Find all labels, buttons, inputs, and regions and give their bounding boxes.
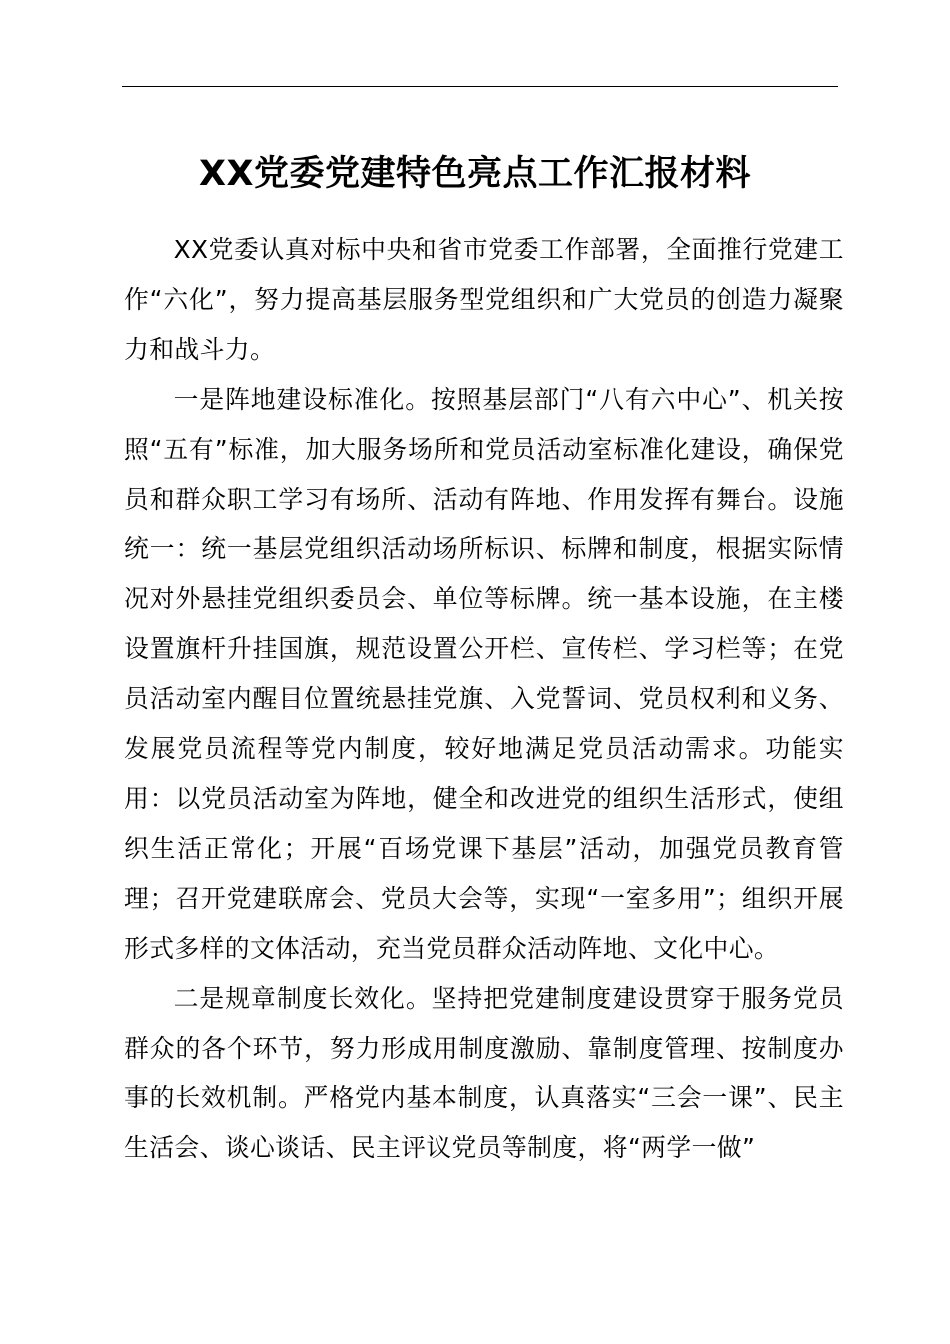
document-title: XX党委党建特色亮点工作汇报材料 — [199, 154, 751, 194]
document-body — [124, 225, 844, 1173]
paragraph-rules-long-term: 二是规章制度长效化。坚持把党建制度建设贯穿于服务党员群众的各个环节，努力形成用制度激励、靠制度管理、按制度办事的长效机制。严格党内基本制度，认真落实“三会一课”、民主生活会、谈心谈话、民主评议党员等制度，将“两学一做” — [124, 983, 844, 1163]
paragraph-position-standardization: 一是阵地建设标准化。按照基层部门“八有六中心”、机关按照“五有”标准，加大服务场所和党员活动室标准化建设，确保党员和群众职工学习有场所、活动有阵地、作用发挥有舞台。设施统一：统一基层党组织活动场所标识、标牌和制度，根据实际情况对外悬挂党组织委员会、单位等标牌。统一基本设施，在主楼设置旗杆升挂国旗，规范设置公开栏、宣传栏、学习栏等；在党员活动室内醒目位置统悬挂党旗、入党誓词、党员权利和义务、发展党员流程等党内制度，较好地满足党员活动需求。功能实用：以党员活动室为阵地，健全和改进党的组织生活形式，使组织生活正常化；开展“百场党课下基层”活动，加强党员教育管理；召开党建联席会、党员大会等，实现“一室多用”；组织开展形式多样的文体活动，充当党员群众活动阵地、文化中心。 — [124, 384, 844, 963]
header-rule — [122, 86, 838, 87]
paragraph-intro: XX党委认真对标中央和省市党委工作部署，全面推行党建工作“六化”，努力提高基层服务型党组织和广大党员的创造力凝聚力和战斗力。 — [124, 235, 844, 364]
